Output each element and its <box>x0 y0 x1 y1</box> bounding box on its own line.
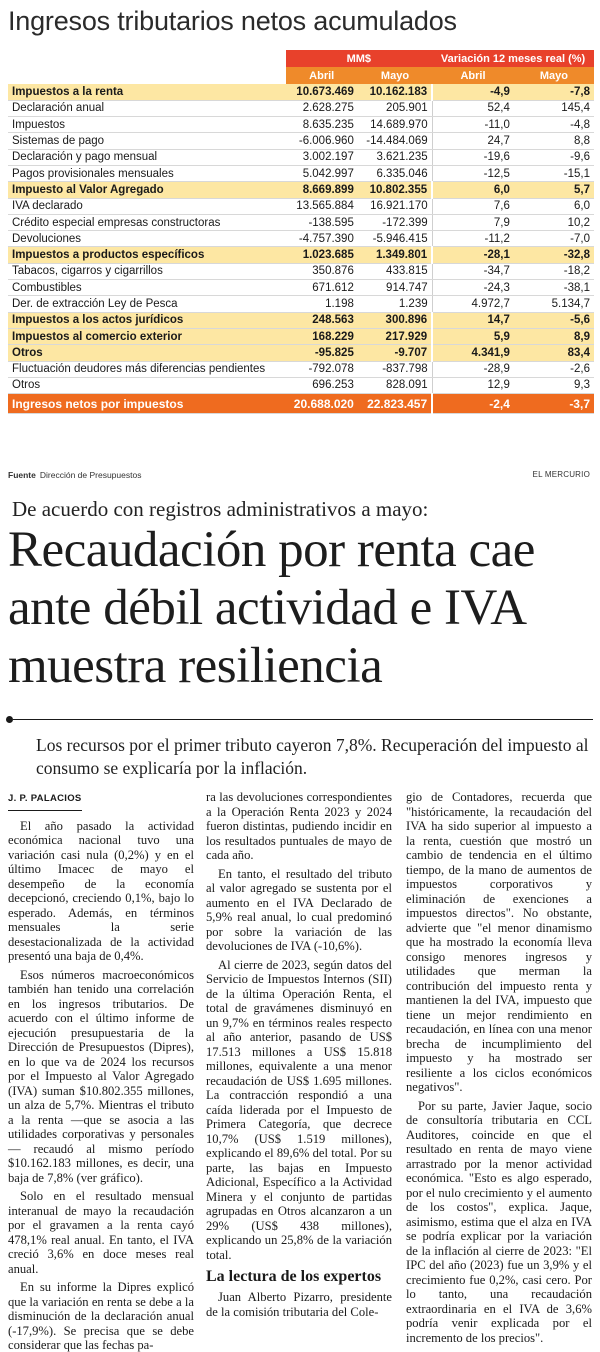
col-header-mayo-var: Mayo <box>514 67 594 84</box>
cell-value: 145,4 <box>514 100 594 116</box>
blank-header <box>8 67 286 84</box>
cell-value: 13.565.884 <box>286 198 358 214</box>
headline: Recaudación por renta cae ante débil actividad e IVA muestra resiliencia <box>8 522 535 694</box>
cell-value: 300.896 <box>358 312 432 328</box>
cell-value: 5.134,7 <box>514 296 594 312</box>
table-row <box>8 214 594 230</box>
cell-value: 2.628.275 <box>286 100 358 116</box>
cell-value: -24,3 <box>432 280 514 296</box>
cell-value: 6,0 <box>514 198 594 214</box>
cell-value: 3.002.197 <box>286 149 358 165</box>
cell-value: 1.198 <box>286 296 358 312</box>
table-category-row <box>8 328 594 344</box>
cell-value: 671.612 <box>286 280 358 296</box>
cell-value: 6.335.046 <box>358 165 432 181</box>
cell-value: -19,6 <box>432 149 514 165</box>
table-row <box>8 280 594 296</box>
row-label: Otros <box>8 377 286 393</box>
table-row <box>8 117 594 133</box>
cell-value: -18,2 <box>514 263 594 279</box>
cell-value: 217.929 <box>358 328 432 344</box>
article-column-1 <box>8 790 194 1352</box>
cell-value: 8,9 <box>514 328 594 344</box>
cell-value: 10.802.355 <box>358 182 432 198</box>
table-row <box>8 231 594 247</box>
cell-value: 83,4 <box>514 345 594 361</box>
row-label: Sistemas de pago <box>8 133 286 149</box>
table-row <box>8 296 594 312</box>
cell-value: 168.229 <box>286 328 358 344</box>
article-column-2 <box>206 790 392 1323</box>
paragraph: ra las devoluciones correspondientes a la Operación Renta 2023 y 2024 fueron distintas, pudiendo incidir en los resultados puntuales de mayo de cada año. <box>206 790 392 862</box>
row-label: Declaración y pago mensual <box>8 149 286 165</box>
row-label: Otros <box>8 345 286 361</box>
cell-value: 828.091 <box>358 377 432 393</box>
row-label: Combustibles <box>8 280 286 296</box>
cell-value: -11,2 <box>432 231 514 247</box>
cell-value: -14.484.069 <box>358 133 432 149</box>
subhead: La lectura de los expertos <box>206 1268 382 1285</box>
table-row <box>8 198 594 214</box>
chart-title: Ingresos tributarios netos acumulados <box>8 6 457 36</box>
table-row <box>8 165 594 181</box>
cell-value: 8.635.235 <box>286 117 358 133</box>
paragraph: En su informe la Dipres explicó que la variación en renta se debe a la disminución de la declaración anual (-17,9%). Se precisa que se debe considerar que las fechas pa- <box>8 1280 194 1352</box>
paragraph: Por su parte, Javier Jaque, socio de consultoría tributaria en CCL Auditores, coincide en que el resultado en renta de mayo viene arrastrado por la menor actividad económica. "Esto es algo esperado, por el nulo crecimiento y el aumento de los costos", explica. Jaque, asimismo, estima que el alza en IVA se podría explicar por la variación de la inflación al cierre de 2023: "El IPC del año (2023) fue un 3,9% y el crecimiento fue 0,2%, casi cero. Por lo tanto, una recaudación extraordinaria en el IVA de 3,6% podría venir explicada por el incremento de los precios". <box>406 1098 592 1345</box>
row-label: Der. de extracción Ley de Pesca <box>8 296 286 312</box>
source-text: Dirección de Presupuestos <box>39 470 142 480</box>
brand-label: EL MERCURIO <box>532 470 590 479</box>
table-total-row <box>8 394 594 414</box>
cell-value: -7,0 <box>514 231 594 247</box>
cell-value: -4,9 <box>432 84 514 100</box>
row-label: Impuestos <box>8 117 286 133</box>
table-row <box>8 263 594 279</box>
cell-value: -28,1 <box>432 247 514 263</box>
cell-value: 1.239 <box>358 296 432 312</box>
table-category-row <box>8 247 594 263</box>
cell-value: 1.349.801 <box>358 247 432 263</box>
row-label: Devoluciones <box>8 231 286 247</box>
cell-value: -7,8 <box>514 84 594 100</box>
cell-value: 8.669.899 <box>286 182 358 198</box>
cell-value: -28,9 <box>432 361 514 377</box>
table-row <box>8 361 594 377</box>
row-label: Impuesto al Valor Agregado <box>8 182 286 198</box>
table-row <box>8 377 594 393</box>
cell-value: -12,5 <box>432 165 514 181</box>
cell-value: 10,2 <box>514 214 594 230</box>
cell-value: -32,8 <box>514 247 594 263</box>
table-category-row <box>8 345 594 361</box>
cell-value: -792.078 <box>286 361 358 377</box>
cell-value: 7,6 <box>432 198 514 214</box>
col-header-abril-mm: Abril <box>286 67 358 84</box>
paragraph: gio de Contadores, recuerda que "históricamente, la recaudación del IVA ha sido superior al impuesto a la renta, cuestión que mostró un cambio de tendencia en el último tiempo, de la mano de aumentos de impuestos corporativos y eliminación de exenciones a impuestos directos". No obstante, advierte que "el menor dinamismo que ha mostrado la economía lleva consigo menores ingresos y utilidades que merman la contribución del impuesto renta y mantienen la del IVA, impuesto que tiene un mejor rendimiento en recaudación, en línea con una menor brecha de incumplimiento del impuesto y ha mostrado ser resiliente a los ciclos económicos negativos". <box>406 790 592 1094</box>
cell-value: 5,7 <box>514 182 594 198</box>
cell-value: 4.341,9 <box>432 345 514 361</box>
bullet-dot <box>6 716 13 723</box>
cell-value: -5,6 <box>514 312 594 328</box>
paragraph: El año pasado la actividad económica nacional tuvo una variación casi nula (0,2%) y en el último Imacec de mayo el desempeño de la economía decepcionó, creciendo 0,1%, bajo lo esperado. Además, en términos mensuales la serie desestacionalizada de la actividad presentó una baja de 0,4%. <box>8 818 194 963</box>
col-header-abril-var: Abril <box>432 67 514 84</box>
table-row <box>8 133 594 149</box>
cell-value: -6.006.960 <box>286 133 358 149</box>
row-label: Impuestos al comercio exterior <box>8 328 286 344</box>
cell-value: -837.798 <box>358 361 432 377</box>
cell-value: 433.815 <box>358 263 432 279</box>
cell-value: -15,1 <box>514 165 594 181</box>
cell-value: -11,0 <box>432 117 514 133</box>
cell-value: -172.399 <box>358 214 432 230</box>
cell-value: 12,9 <box>432 377 514 393</box>
source-label: Fuente <box>8 470 36 480</box>
blank-header <box>8 50 286 67</box>
cell-value: -2,4 <box>432 394 514 414</box>
row-label: Ingresos netos por impuestos <box>8 394 286 414</box>
cell-value: 14,7 <box>432 312 514 328</box>
cell-value: 7,9 <box>432 214 514 230</box>
cell-value: 696.253 <box>286 377 358 393</box>
paragraph: Solo en el resultado mensual interanual de mayo la recaudación por el gravamen a la renta cayó 478,1% real anual. En tanto, el IVA creció 3,6% en doce meses real anual. <box>8 1189 194 1276</box>
paragraph: Juan Alberto Pizarro, presidente de la comisión tributaria del Cole- <box>206 1290 392 1319</box>
row-label: Fluctuación deudores más diferencias pendientes <box>8 361 286 377</box>
cell-value: 5.042.997 <box>286 165 358 181</box>
byline: J. P. PALACIOS <box>8 792 82 811</box>
cell-value: 9,3 <box>514 377 594 393</box>
cell-value: 14.689.970 <box>358 117 432 133</box>
cell-value: 6,0 <box>432 182 514 198</box>
table-category-row <box>8 84 594 100</box>
row-label: Declaración anual <box>8 100 286 116</box>
row-label: Impuestos a la renta <box>8 84 286 100</box>
paragraph: Al cierre de 2023, según datos del Servicio de Impuestos Internos (SII) de la última Operación Renta, el total de gravámenes disminuyó en un 9,7% en términos reales respecto al año anterior, pasando de US$ 17.513 millones a US$ 15.818 millones, equivalente a una menor recaudación de US$ 1.695 millones. La contracción respondió a una caída liderada por el Impuesto de Primera Categoría, que decrece 10,7% (US$ 1.519 millones), explicando el 89,6% del total. Por su parte, las bajas en Impuesto Adicional, Específico a la Actividad Minera y el conjunto de partidas agrupadas en Otros alcanzaron a un 29% (US$ 438 millones), explicando un 25,8% de la variación total. <box>206 957 392 1262</box>
col-header-mayo-mm: Mayo <box>358 67 432 84</box>
cell-value: 52,4 <box>432 100 514 116</box>
cell-value: 16.921.170 <box>358 198 432 214</box>
table-category-row <box>8 312 594 328</box>
row-label: Tabacos, cigarros y cigarrillos <box>8 263 286 279</box>
revenue-table <box>8 50 594 414</box>
cell-value: -9.707 <box>358 345 432 361</box>
cell-value: 4.972,7 <box>432 296 514 312</box>
group-header-mm: MM$ <box>286 50 433 67</box>
cell-value: 248.563 <box>286 312 358 328</box>
cell-value: 24,7 <box>432 133 514 149</box>
cell-value: 20.688.020 <box>286 394 358 414</box>
cell-value: 1.023.685 <box>286 247 358 263</box>
cell-value: -4,8 <box>514 117 594 133</box>
row-label: Crédito especial empresas constructoras <box>8 214 286 230</box>
cell-value: 914.747 <box>358 280 432 296</box>
cell-value: -4.757.390 <box>286 231 358 247</box>
source-note <box>8 470 141 480</box>
row-label: IVA declarado <box>8 198 286 214</box>
cell-value: -38,1 <box>514 280 594 296</box>
cell-value: -3,7 <box>514 394 594 414</box>
cell-value: -9,6 <box>514 149 594 165</box>
row-label: Impuestos a los actos jurídicos <box>8 312 286 328</box>
cell-value: 5,9 <box>432 328 514 344</box>
article-column-3 <box>406 790 592 1349</box>
cell-value: -95.825 <box>286 345 358 361</box>
kicker: De acuerdo con registros administrativos a mayo: <box>12 497 429 521</box>
cell-value: -138.595 <box>286 214 358 230</box>
group-header-variation: Variación 12 meses real (%) <box>432 50 594 67</box>
table-row <box>8 149 594 165</box>
deck: Los recursos por el primer tributo cayeron 7,8%. Recuperación del impuesto al consumo se explicaría por la inflación. <box>36 735 589 778</box>
cell-value: 10.673.469 <box>286 84 358 100</box>
cell-value: 22.823.457 <box>358 394 432 414</box>
table-row <box>8 100 594 116</box>
cell-value: -5.946.415 <box>358 231 432 247</box>
cell-value: -34,7 <box>432 263 514 279</box>
cell-value: 3.621.235 <box>358 149 432 165</box>
cell-value: 350.876 <box>286 263 358 279</box>
divider-line <box>13 719 593 720</box>
row-label: Impuestos a productos específicos <box>8 247 286 263</box>
paragraph: En tanto, el resultado del tributo al valor agregado se sustenta por el aumento en el IVA Declarado de 5,9% real anual, lo cual predominó por sobre la variación de las devoluciones de IVA (-10,6%). <box>206 866 392 953</box>
cell-value: 10.162.183 <box>358 84 432 100</box>
cell-value: -2,6 <box>514 361 594 377</box>
table-category-row <box>8 182 594 198</box>
cell-value: 8,8 <box>514 133 594 149</box>
paragraph: Esos números macroeconómicos también han tenido una correlación en los ingresos tributarios. De acuerdo con el último informe de ejecución presupuestaria de la Dirección de Presupuestos (Dipres), en lo que va de 2024 los recursos por el Impuesto al Valor Agregado (IVA) suman $10.802.355 millones, un alza de 5,7%. Mientras el tributo a la renta —que se asocia a las utilidades corporativas y personales— recaudó al mismo período $10.162.183 millones, es decir, una baja de 7,8% (ver gráfico). <box>8 967 194 1185</box>
row-label: Pagos provisionales mensuales <box>8 165 286 181</box>
cell-value: 205.901 <box>358 100 432 116</box>
